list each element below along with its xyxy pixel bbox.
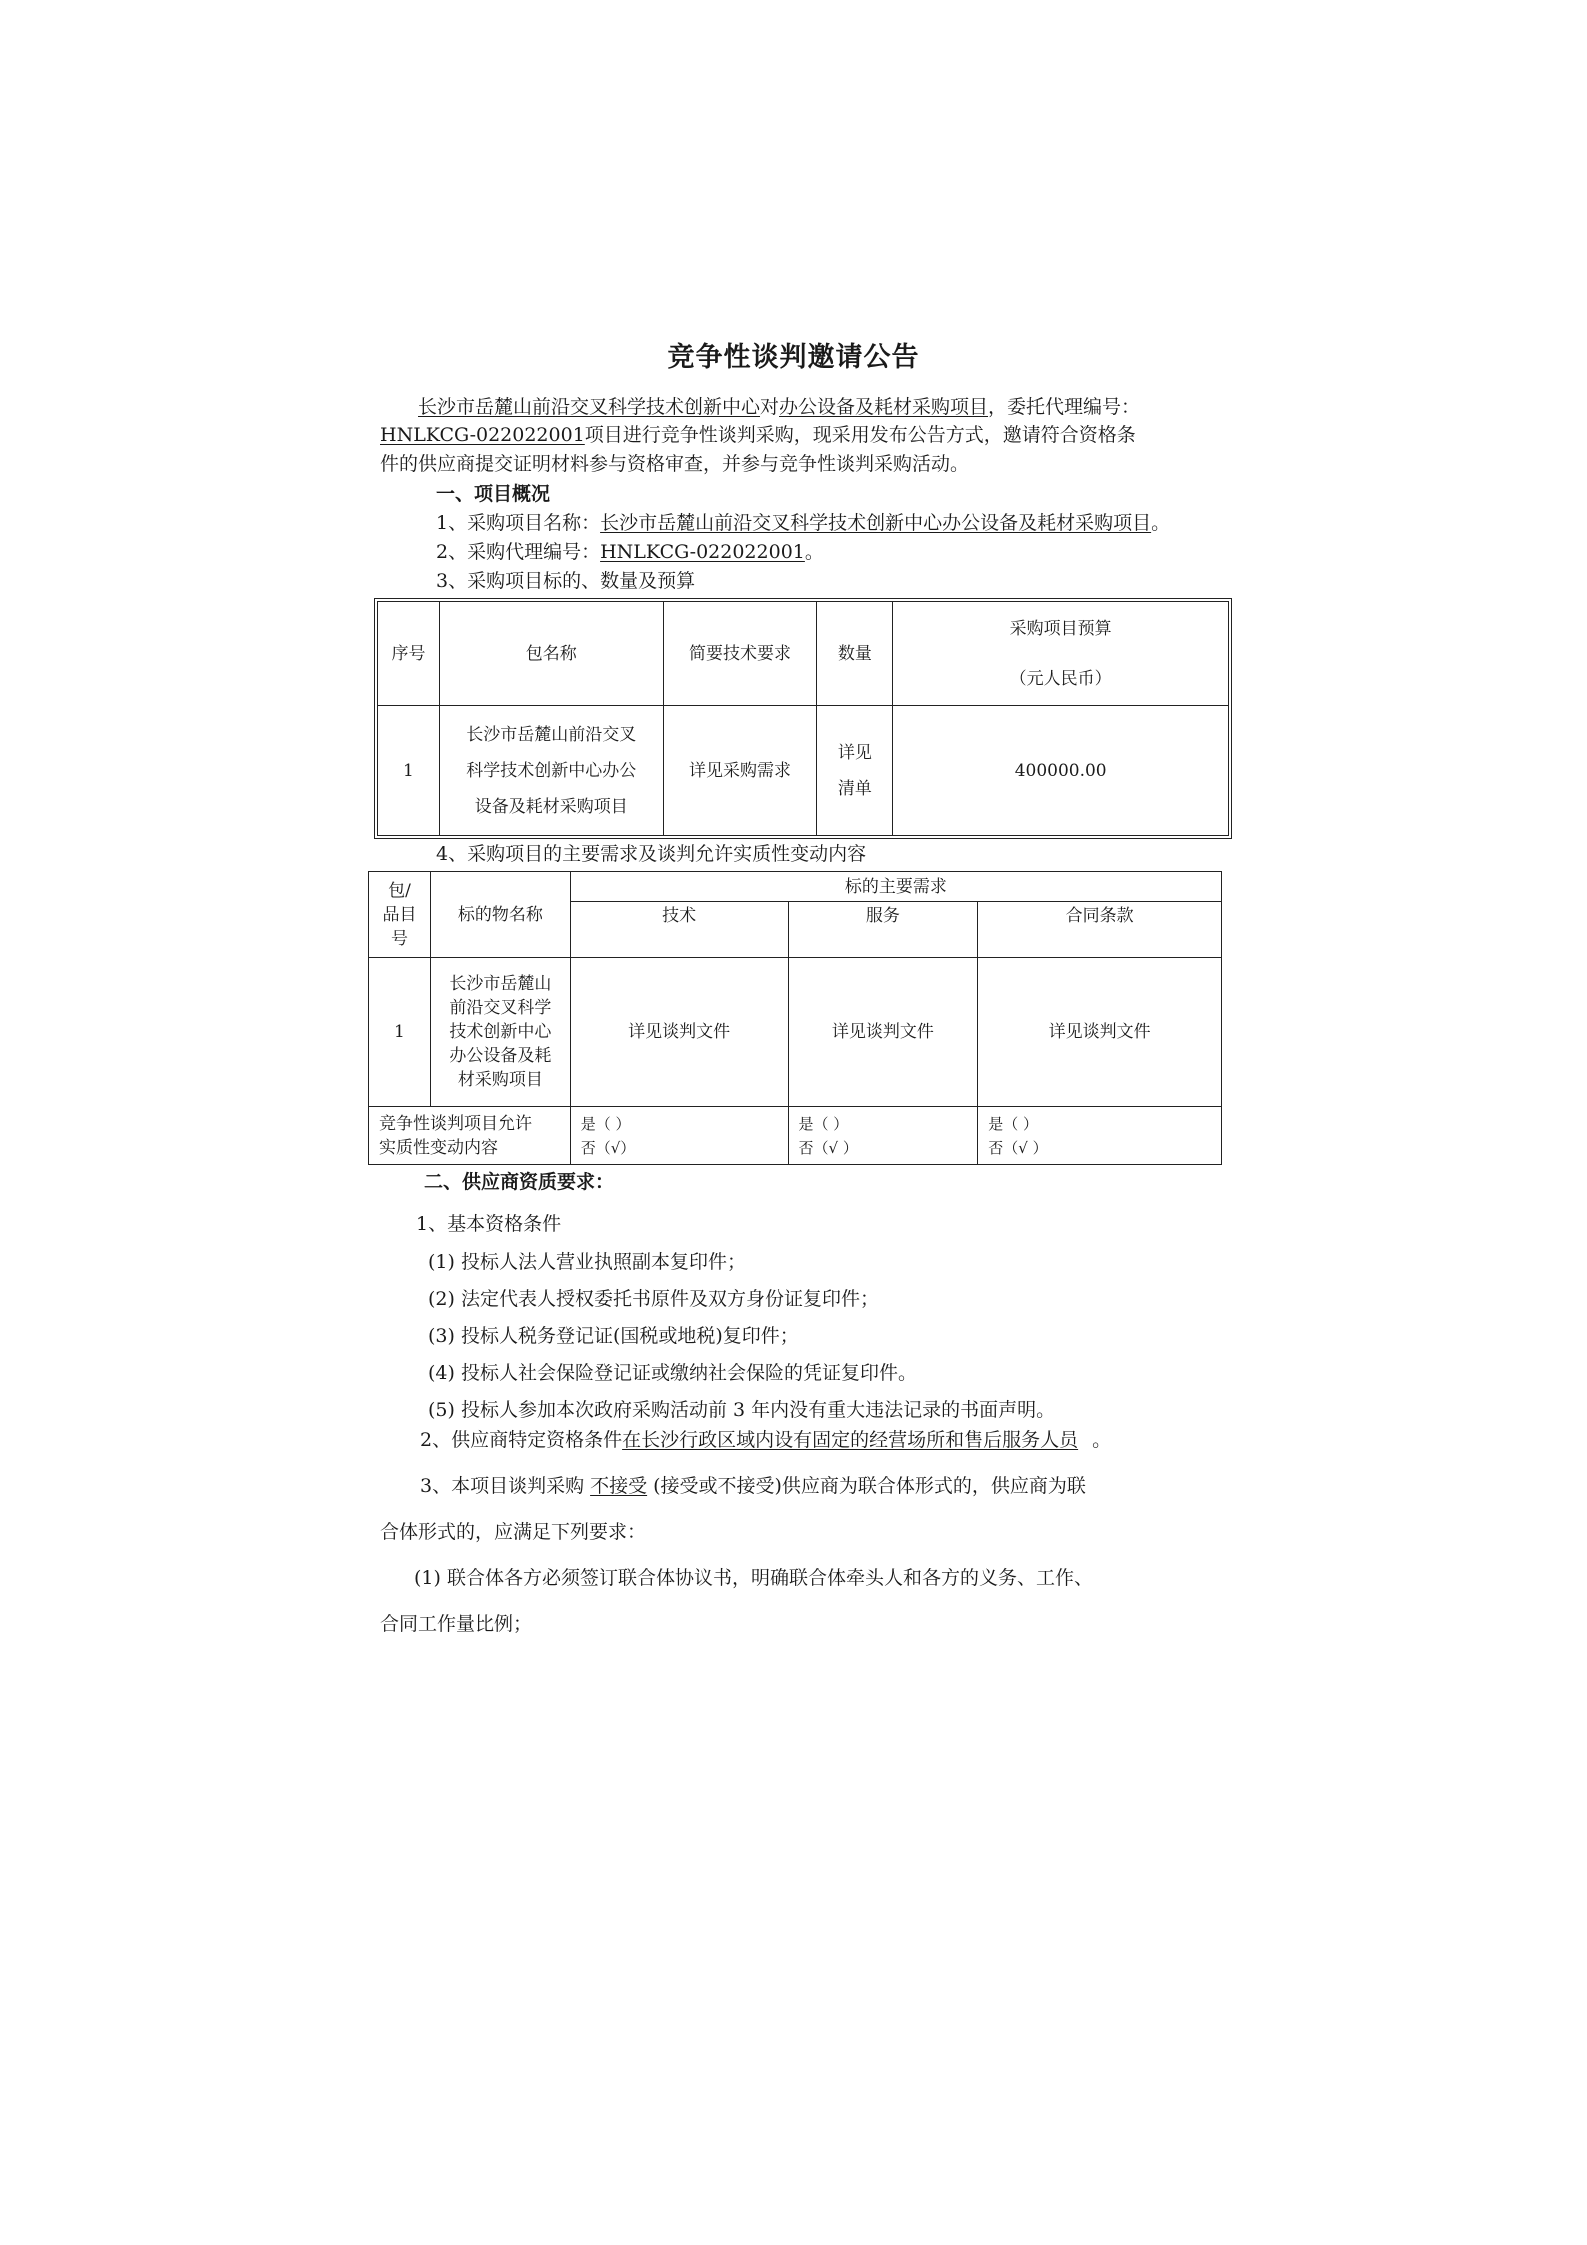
consortium-pre: 3、本项目谈判采购: [420, 1475, 585, 1497]
cell-package-line: 设备及耗材采购项目: [474, 796, 628, 817]
consortium-line-2: 合体形式的，应满足下列要求：: [380, 1521, 647, 1543]
budget-table-header: [378, 602, 1229, 706]
list-item: (3) 投标人税务登记证(国税或地税)复印件；: [428, 1325, 799, 1347]
cell-change-label-line: 实质性变动内容: [379, 1137, 498, 1158]
cell-change-label-line: 竞争性谈判项目允许: [379, 1113, 532, 1134]
intro-code: HNLKCG-022022001: [380, 424, 585, 446]
th-budget: [893, 602, 1229, 706]
th-package: 包名称: [439, 602, 663, 706]
cell-seq: 1: [378, 706, 440, 836]
agency-code-end: 。: [804, 541, 824, 563]
cell-package: [439, 706, 663, 836]
cell-contract-req: 详见谈判文件: [978, 958, 1222, 1107]
intro-line2-rest: 项目进行竞争性谈判采购，现采用发布公告方式，邀请符合资格条: [584, 424, 1136, 446]
requirements-heading: 4、采购项目的主要需求及谈判允许实质性变动内容: [436, 843, 867, 865]
consortium-req-line-2: 合同工作量比例；: [380, 1613, 533, 1635]
agency-code-line: [436, 538, 824, 566]
change-yes: 是（ ）: [580, 1114, 631, 1133]
cell-change-tech: [570, 1107, 788, 1165]
special-value: 在长沙行政区域内设有固定的经营场所和售后服务人员: [622, 1429, 1079, 1451]
th-tech: 简要技术要求: [663, 602, 817, 706]
cell-subject-line: 前沿交叉科学: [449, 998, 552, 1018]
intro-center-name: 长沙市岳麓山前沿交叉科学技术创新中心: [418, 396, 761, 418]
budget-table: [377, 601, 1229, 836]
list-item: (1) 投标人法人营业执照副本复印件；: [428, 1251, 746, 1273]
table-row: [369, 1107, 1222, 1165]
cell-pkg-no: 1: [369, 958, 431, 1107]
change-yes: 是（ ）: [798, 1114, 849, 1133]
project-name-end: 。: [1151, 512, 1171, 534]
cell-service-req: 详见谈判文件: [788, 958, 978, 1107]
cell-tech-req: 详见谈判文件: [570, 958, 788, 1107]
cell-qty: [817, 706, 893, 836]
th-pkg-line: 号: [390, 928, 408, 949]
cell-subject: [430, 958, 570, 1107]
intro-dui: 对: [760, 396, 780, 418]
cell-subject-line: 长沙市岳麓山: [449, 974, 552, 994]
special-conditions: [420, 1426, 1111, 1454]
th-seq: 序号: [378, 602, 440, 706]
cell-qty-line: 详见: [837, 742, 872, 763]
cell-change-label: [369, 1107, 571, 1165]
cell-qty-line: 清单: [837, 778, 872, 799]
th-budget-line1: 采购项目预算: [1009, 618, 1112, 639]
cell-budget: 400000.00: [893, 706, 1229, 836]
section2-heading: 二、供应商资质要求：: [424, 1171, 615, 1193]
table-row: [378, 706, 1229, 836]
cell-change-contract: [978, 1107, 1222, 1165]
change-no: 否（√）: [580, 1138, 636, 1157]
change-yes: 是（ ）: [988, 1114, 1039, 1133]
page-title: 竞争性谈判邀请公告: [667, 342, 920, 373]
th-qty: 数量: [817, 602, 893, 706]
intro-code-label: ，委托代理编号：: [988, 396, 1141, 418]
budget-heading: 3、采购项目标的、数量及预算: [436, 570, 696, 592]
th-budget-line2: （元人民币）: [1009, 668, 1112, 689]
consortium-value: 不接受: [590, 1475, 648, 1497]
th-main-req: 标的主要需求: [570, 872, 1221, 902]
th-subject: 标的物名称: [430, 872, 570, 958]
cell-package-line: 长沙市岳麓山前沿交叉: [466, 724, 637, 745]
th-contract-col: 合同条款: [978, 902, 1222, 958]
requirements-table: [368, 871, 1222, 1165]
cell-subject-line: 技术创新中心: [449, 1022, 552, 1042]
change-no: 否（√ ）: [988, 1138, 1048, 1157]
consortium-post: (接受或不接受)供应商为联合体形式的，供应商为联: [653, 1475, 1086, 1497]
consortium-line-1: [420, 1472, 1086, 1500]
th-pkg-line: 品目: [382, 904, 417, 925]
intro-project: 办公设备及耗材采购项目: [779, 396, 989, 418]
special-end: 。: [1092, 1429, 1112, 1451]
cell-change-service: [788, 1107, 978, 1165]
list-item: (4) 投标人社会保险登记证或缴纳社会保险的凭证复印件。: [428, 1362, 917, 1384]
th-tech-col: 技术: [570, 902, 788, 958]
intro-line-3: 件的供应商提交证明材料参与资格审查，并参与竞争性谈判采购活动。: [380, 453, 970, 475]
consortium-req-line-1: (1) 联合体各方必须签订联合体协议书，明确联合体牵头人和各方的义务、工作、: [414, 1567, 1093, 1589]
section1-heading: 一、项目概况: [436, 483, 551, 505]
cell-subject-line: 材采购项目: [457, 1070, 543, 1090]
cell-tech: 详见采购需求: [663, 706, 817, 836]
basic-conditions: 1、基本资格条件: [416, 1213, 562, 1235]
project-name-label: 1、采购项目名称：: [436, 512, 601, 534]
intro-line-1: [418, 393, 1140, 421]
agency-code-value: HNLKCG-022022001: [600, 541, 805, 563]
change-no: 否（√ ）: [798, 1138, 858, 1157]
project-name-line: [436, 509, 1170, 537]
list-item: (2) 法定代表人授权委托书原件及双方身份证复印件；: [428, 1288, 879, 1310]
cell-package-line: 科学技术创新中心办公: [466, 760, 637, 781]
th-service-col: 服务: [788, 902, 978, 958]
project-name-value: 长沙市岳麓山前沿交叉科学技术创新中心办公设备及耗材采购项目: [600, 512, 1152, 534]
th-pkg-line: 包/: [388, 880, 411, 901]
cell-subject-line: 办公设备及耗: [449, 1046, 552, 1066]
agency-code-label: 2、采购代理编号：: [436, 541, 601, 563]
th-pkg: [369, 872, 431, 958]
special-label: 2、供应商特定资格条件: [420, 1429, 623, 1451]
table-row: [369, 958, 1222, 1107]
intro-line-2: [380, 421, 1136, 449]
list-item: (5) 投标人参加本次政府采购活动前 3 年内没有重大违法记录的书面声明。: [428, 1399, 1056, 1421]
